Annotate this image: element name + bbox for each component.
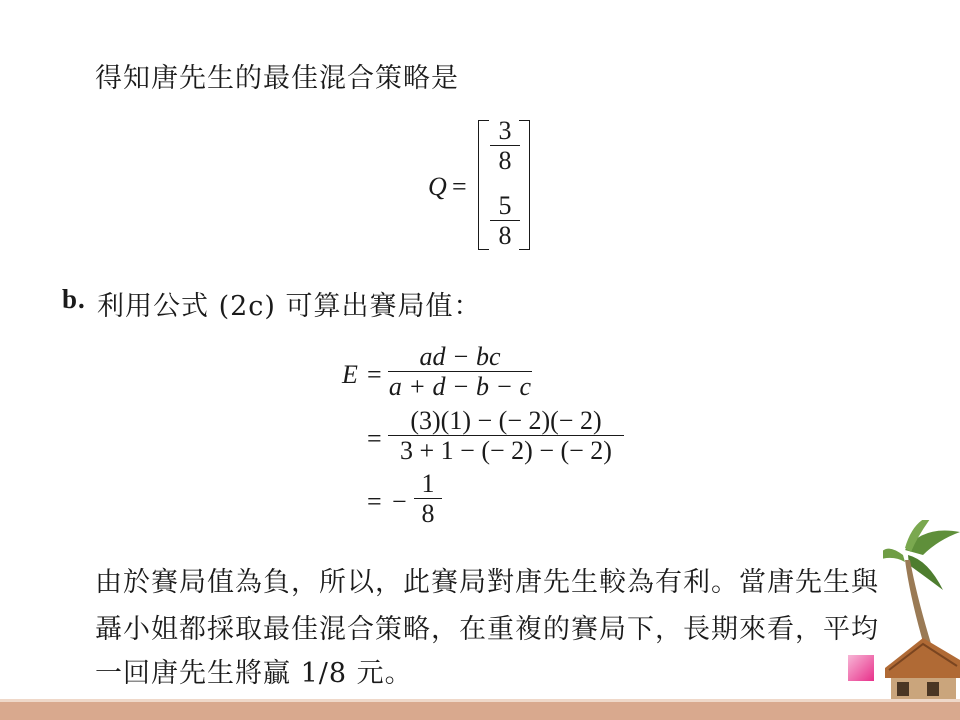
formula-step3-sign: −: [392, 487, 407, 516]
formula-step1-den: a + d − b − c: [388, 372, 532, 401]
formula-step1: [388, 343, 532, 402]
q-entry-2-den: 8: [498, 221, 512, 250]
q-entry-2: [490, 192, 520, 251]
formula-step3-den: 8: [421, 499, 435, 528]
left-bracket: [478, 120, 489, 250]
formula-step1-num: ad − bc: [419, 342, 501, 371]
part-b-label: b.: [62, 284, 86, 314]
footer-band: [0, 702, 960, 720]
intro-text: 得知唐先生的最佳混合策略是: [95, 63, 459, 94]
formula-eq-3: =: [367, 487, 382, 516]
conclusion-line-3: 一回唐先生將贏 1/8 元。: [95, 658, 413, 689]
formula-step2-num: (3)(1) − (− 2)(− 2): [410, 406, 602, 435]
formula-lhs: E: [342, 360, 358, 389]
formula-step3-num: 1: [421, 469, 435, 498]
formula-step2-den: 3 + 1 − (− 2) − (− 2): [400, 436, 612, 465]
formula-step2: [388, 407, 624, 466]
formula-eq-1: =: [367, 360, 382, 389]
right-bracket: [519, 120, 530, 250]
formula-eq-2: =: [367, 424, 382, 453]
formula-step3: [414, 470, 442, 529]
q-entry-1-num: 3: [498, 116, 512, 145]
q-entry-2-num: 5: [498, 191, 512, 220]
part-b-text: 利用公式 (2c) 可算出賽局值：: [97, 291, 482, 322]
beach-hut-palm-image: [883, 520, 960, 720]
conclusion-line-2: 聶小姐都採取最佳混合策略，在重複的賽局下，長期來看，平均: [95, 614, 879, 645]
q-entry-1: [490, 117, 520, 176]
q-entry-1-den: 8: [498, 146, 512, 175]
pink-square-marker: [848, 655, 874, 681]
q-equals: =: [452, 172, 467, 201]
conclusion-line-1: 由於賽局值為負，所以，此賽局對唐先生較為有利。當唐先生與: [95, 567, 879, 598]
q-symbol: Q: [428, 172, 447, 201]
